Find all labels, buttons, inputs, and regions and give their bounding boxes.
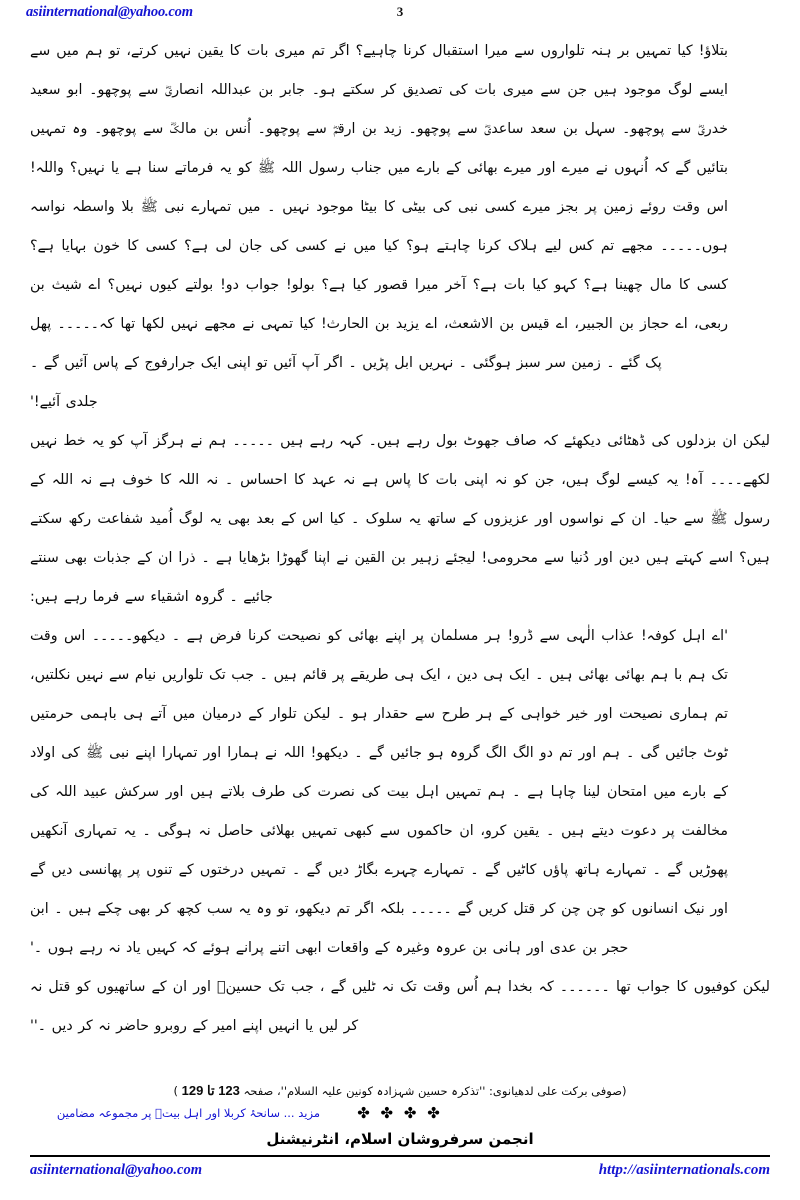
footer-divider [30, 1155, 770, 1157]
paragraph-narration-2 [30, 968, 770, 1046]
more-reading-row [0, 1102, 800, 1126]
paragraph-text: لیکن ان بزدلوں کی ڈھٹائی دیکھئے کہ صاف جھوٹ بول رہے ہیں۔ کہہ رہے ہیں ۔۔۔۔۔ ہم نے ہرگز آپ کو یہ خط نہیں لکھے۔۔۔۔ آہ! یہ کیسے لوگ ہیں، جن کو نہ اپنی بات کا پاس ہے نہ عہد کا احساس ۔ نہ اللہ کا خوف ہے نہ اللہ کے رسول ﷺ سے حیا۔ ان کے نواسوں اور عزیزوں کے ساتھ یہ سلوک ۔ کیا اس کے بعد بھی یہ لوگ اُمید شفاعت رکھ سکتے ہیں؟ اسے کہتے ہیں دین اور دُنیا سے محرومی! لیجئے زہیر بن القین نے اپنا گھوڑا بڑھایا ہے ۔ ذرا ان کے جذبات بھی سنتے جائیے ۔ گروہ اشقیاء سے فرما رہے ہیں: [30, 433, 770, 605]
citation-page-range: 123 تا 129 [181, 1083, 240, 1098]
paragraph-text: 'اے اہل کوفہ! عذاب الٰہی سے ڈرو! ہر مسلمان پر اپنے بھائی کو نصیحت کرنا فرض ہے ۔ دیکھو۔۔۔۔۔ اس وقت تک ہم با ہم بھائی بھائی ہیں ۔ ایک ہی دین ، ایک ہی طریقے پر قائم ہیں ۔ جب تک تلواریں نیام سے نہیں نکلتیں، تم ہماری نصیحت اور خیر خواہی کے ہر طرح سے حقدار ہو ۔ لیکن تلوار کے درمیان میں آتے ہی باہمی حرمتیں ٹوٹ جائیں گی ۔ ہم اور تم دو الگ الگ گروہ ہو جائیں گے ۔ دیکھو! اللہ نے ہمارا اور تمہارا اپنے نبی ﷺ کی اولاد کے بارے میں امتحان لینا چاہا ہے ۔ ہم تمہیں اہل بیت کی نصرت کی طرف بلاتے ہیں اور سرکش عبید اللہ کی مخالفت پر دعوت دیتے ہیں ۔ یقین کرو، ان حاکموں سے کبھی تمہیں بھلائی حاصل نہ ہوگی ۔ یہ تمہاری آنکھیں پھوڑیں گے ۔ تمہارے ہاتھ پاؤں کاٹیں گے ۔ تمہارے چہرے بگاڑ دیں گے ۔ تمہیں درختوں کے تنوں پر پھانسی دیں گے اور نیک انسانوں کو چن چن کر قتل کریں گے ۔۔۔۔۔ بلکہ اگر تم دیکھو، تو وہ یہ سب کچھ کر بھی چکے ہیں ۔ ابن حجر بن عدی اور ہانی بن عروہ وغیرہ کے واقعات ابھی اتنے پرانے ہوئے کہ کہیں یاد نہ رہے ہوں ۔' [30, 628, 728, 956]
more-reading-link[interactable]: مزید ... سانحۂ کربلا اور اہل بیتؑ پر مجموعہ مضامین [56, 1106, 320, 1120]
organization-name: انجمن سرفروشان اسلام، انٹرنیشنل [266, 1130, 534, 1148]
source-citation [0, 1082, 800, 1100]
footer-email-link[interactable]: asiinternational@yahoo.com [30, 1162, 202, 1178]
paragraph-quote-1 [30, 32, 728, 422]
page-header [0, 0, 800, 34]
page-footer [0, 1082, 800, 1188]
star-ornament-icon: ✤ ✤ ✤ ✤ [357, 1104, 443, 1122]
paragraph-text: بتلاؤ! کیا تمہیں بر ہنہ تلواروں سے میرا استقبال کرنا چاہیے؟ اگر تم میری بات کا یقین نہیں کرتے، تو ہم میں سے ایسے لوگ موجود ہیں جن سے میری بات کی تصدیق کر سکتے ہو۔ جابر بن عبداللہ انصاریؓ سے پوچھو۔ ابو سعید خدریؓ سے پوچھو۔ سہل بن سعد ساعدیؓ سے پوچھو۔ زید بن ارقمؓ سے پوچھو۔ اُنس بن مالکؓ سے پوچھو۔ وہ تمہیں بتائیں گے کہ اُنہوں نے میرے اور میرے بھائی کے بارے میں جناب رسول اللہ ﷺ کو یہ فرماتے سنا ہے یا نہیں؟ واللہ! اس وقت روئے زمین پر بجز میرے کسی نبی کی بیٹی کا بیٹا موجود نہیں ۔ میں تمہارے نبی ﷺ بلا واسطہ نواسہ ہوں۔۔۔۔۔ مجھے تم کس لیے ہلاک کرنا چاہتے ہو؟ کیا میں نے کسی کی جان لی ہے؟ کسی کا خون بہایا ہے؟ کسی کا مال چھینا ہے؟ کہو کیا بات ہے؟ آخر میرا قصور کیا ہے؟ بولو! جواب دو! بولتے کیوں نہیں؟ اے شیث بن ربعی، اے حجاز بن الجبیر، اے قیس بن الاشعث، اے یزید بن الحارث! کیا تمہی نے مجھے نہیں لکھا تھا کہ۔۔۔۔۔ پھل پک گئے ۔ زمین سر سبز ہوگئی ۔ نہریں ابل پڑیں ۔ اگر آپ آئیں تو اپنی ایک جرارفوج کے پاس آئیں گے ۔ [30, 43, 728, 371]
paragraph-quote-2 [30, 617, 728, 968]
citation-suffix: ) [173, 1084, 182, 1098]
paragraph-tail: جلدی آئیے!' [30, 394, 98, 410]
document-body [30, 32, 770, 1046]
header-email-link[interactable]: asiinternational@yahoo.com [26, 4, 193, 20]
page-number: 3 [396, 4, 404, 19]
footer-links [0, 1162, 800, 1188]
footer-website-link[interactable]: http://asiinternationals.com [598, 1162, 770, 1178]
paragraph-text: لیکن کوفیوں کا جواب تھا ۔۔۔۔۔۔ کہ بخدا ہم اُس وقت تک نہ ٹلیں گے ، جب تک حسینؑ اور ان کے ساتھیوں کو قتل نہ کر لیں یا انہیں اپنے امیر کے روبرو حاضر نہ کر دیں ۔'' [30, 979, 770, 1034]
paragraph-narration-1 [30, 422, 770, 617]
citation-prefix: (صوفی برکت علی لدھیانوی: ''تذکرہ حسین شہزادہ کونین علیہ السلام''، صفحہ [239, 1084, 627, 1098]
